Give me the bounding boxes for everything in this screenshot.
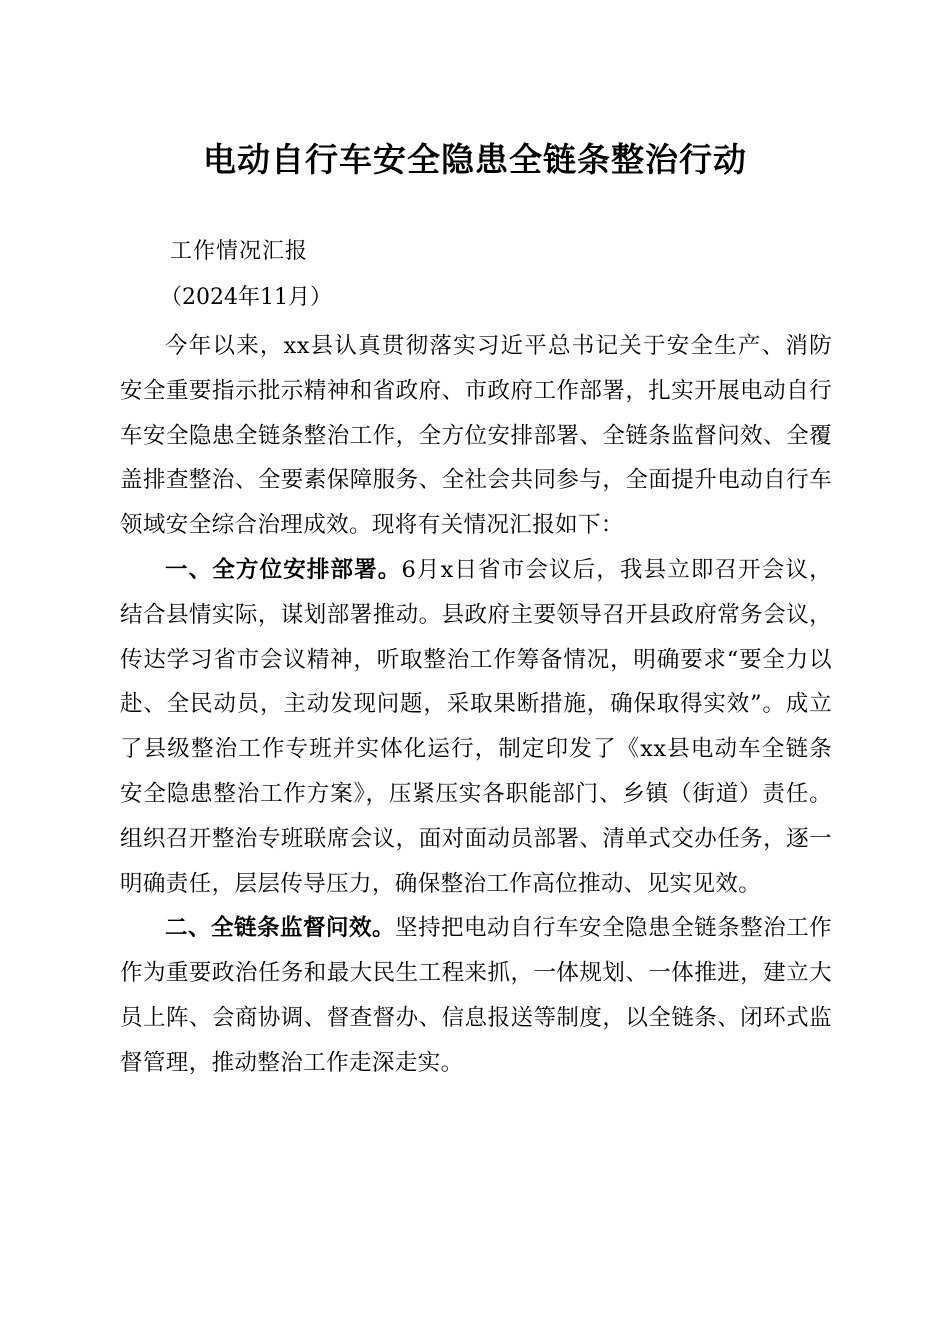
section-one-text: 6月x日省市会议后，我县立即召开会议，结合县情实际，谋划部署推动。县政府主要领导召开县政府常务会议，传达学习省市会议精神，听取整治工作筹备情况，明确要求“要全力以赴、全民动员，主动发现问题，采取果断措施，确保取得实效”。成立了县级整治工作专班并实体化运行，制定印发了《xx县电动车全链条安全隐患整治工作方案》，压紧压实各职能部门、乡镇（街道）责任。组织召开整治专班联席会议，面对面动员部署、清单式交办任务，逐一明确责任，层层传导压力，确保整治工作高位推动、见实见效。 bbox=[120, 556, 832, 897]
section-one-heading: 一、全方位安排部署。 bbox=[165, 556, 402, 583]
section-two-text: 坚持把电动自行车安全隐患全链条整治工作作为重要政治任务和最大民生工程来抓，一体规划、一体推进，建立大员上阵、会商协调、督查督办、信息报送等制度，以全链条、闭环式监督管理，推动整治工作走深走实。 bbox=[120, 915, 832, 1076]
intro-paragraph-text: 今年以来，xx县认真贯彻落实习近平总书记关于安全生产、消防安全重要指示批示精神和省政府、市政府工作部署，扎实开展电动自行车安全隐患全链条整治工作，全方位安排部署、全链条监督问效、全覆盖排查整治、全要素保障服务、全社会共同参与，全面提升电动自行车领域安全综合治理成效。现将有关情况汇报如下： bbox=[120, 333, 832, 539]
intro-paragraph bbox=[120, 324, 832, 548]
document-date: （2024年11月） bbox=[160, 285, 332, 310]
section-two-paragraph bbox=[120, 906, 832, 1085]
document-body bbox=[120, 324, 832, 1086]
document-subtitle: 工作情况汇报 bbox=[170, 239, 309, 264]
section-one-paragraph bbox=[120, 548, 832, 906]
document-title: 电动自行车安全隐患全链条整治行动 bbox=[203, 140, 747, 179]
section-two-heading: 二、全链条监督问效。 bbox=[165, 915, 396, 942]
